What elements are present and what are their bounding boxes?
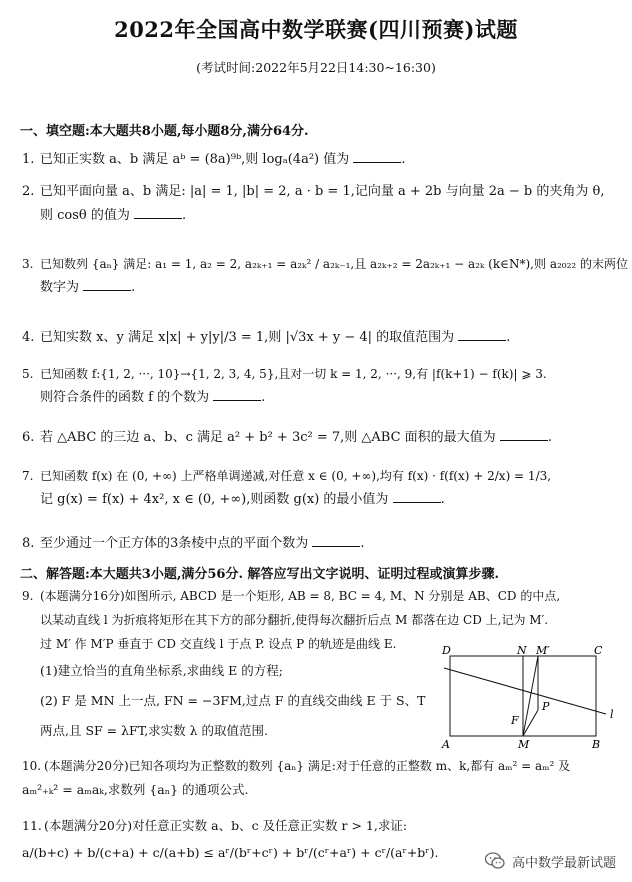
question-number: 2. [22, 184, 35, 199]
answer-blank [500, 428, 548, 441]
label-c: C [594, 644, 603, 657]
exam-time: (考试时间:2022年5月22日14:30~16:30) [196, 60, 436, 75]
question-number: 7. [22, 469, 34, 483]
question-part-2: (2) F 是 MN 上一点, FN = −3FM,过点 F 的直线交曲线 E 于 S、T [40, 693, 426, 708]
label-m: M [518, 738, 530, 751]
question-number: 4. [22, 330, 35, 345]
label-b: B [592, 738, 601, 751]
question-text: (本题满分20分)对任意正实数 a、b、c 及任意正实数 r > 1,求证: [44, 818, 408, 833]
question-text: 数字为 [40, 280, 80, 295]
question-text: (本题满分20分)已知各项均为正整数的数列 {aₙ} 满足:对于任意的正整数 m、k,都有 aₘ² = aₘ² 及 [44, 759, 571, 773]
question-text: 以某动直线 l 为折痕将矩形在其下方的部分翻折,使得每次翻折后点 M 都落在边 CD 上,记为 M′. [40, 613, 549, 627]
question-text: (本题满分16分)如图所示, ABCD 是一个矩形, AB = 8, BC = 4, M、N 分别是 AB、CD 的中点, [40, 589, 561, 603]
question-text: 若 △ABC 的三边 a、b、c 满足 a² + b² + 3c² = 7,则 △ABC 面积的最大值为 [40, 430, 496, 445]
question-text: 已知数列 {aₙ} 满足: a₁ = 1, a₂ = 2, a₂ₖ₊₁ = a₂ₖ² / a₂ₖ₋₁,且 a₂ₖ₊₂ = 2a₂ₖ₊₁ − a₂ₖ (k∈N*),则 a₂₀₂₂ 的末两位 [40, 257, 629, 271]
question-number: 9. [22, 589, 34, 603]
answer-blank [213, 388, 261, 401]
question-number: 10. [22, 759, 42, 773]
question-2: 2. 已知平面向量 a、b 满足: |a| = 1, |b| = 2, a · b = 1,记向量 a + 2b 与向量 2a − b 的夹角为 θ, 则 cosθ 的值为 . [22, 180, 618, 228]
question-text: 至少通过一个正方体的3条棱中点的平面个数为 [40, 536, 309, 551]
question-text: 已知函数 f:{1, 2, ···, 10}→{1, 2, 3, 4, 5},且对一切 k = 1, 2, ···, 9,有 |f(k+1) − f(k)| ⩾ 3. [40, 367, 547, 381]
answer-blank [393, 490, 441, 503]
inequality: a/(b+c) + b/(c+a) + c/(a+b) ≤ aʳ/(bʳ+cʳ) + bʳ/(cʳ+aʳ) + cʳ/(aʳ+bʳ). [22, 845, 439, 860]
page-title: 2022年全国高中数学联赛(四川预赛)试题 [114, 17, 518, 42]
question-text: 已知平面向量 a、b 满足: |a| = 1, |b| = 2, a · b = 1,记向量 a + 2b 与向量 2a − b 的夹角为 θ, [40, 184, 605, 199]
question-6: 6. 若 △ABC 的三边 a、b、c 满足 a² + b² + 3c² = 7,则 △ABC 面积的最大值为 . [22, 426, 618, 450]
watermark-text: 高中数学最新试题 [511, 855, 616, 871]
section-fill-heading: 一、填空题:本大题共8小题,每小题8分,满分64分. [20, 124, 309, 139]
watermark [484, 850, 616, 872]
answer-blank [458, 328, 506, 341]
question-10 [22, 754, 618, 802]
label-n: N [517, 644, 527, 657]
question-text: 已知函数 f(x) 在 (0, +∞) 上严格单调递减,对任意 x ∈ (0, +∞),均有 f(x) · f(f(x) + 2/x) = 1/3, [40, 469, 552, 483]
question-number: 3. [22, 257, 34, 271]
question-5: 5. 已知函数 f:{1, 2, ···, 10}→{1, 2, 3, 4, 5},且对一切 k = 1, 2, ···, 9,有 |f(k+1) − f(k)| ⩾ 3. 则符合条件的函数 f 的个数为 . [22, 362, 618, 410]
wechat-icon [484, 850, 506, 872]
question-1: 1. 已知正实数 a、b 满足 aᵇ = (8a)⁹ᵇ,则 logₐ(4a²) 值为 . [22, 148, 618, 172]
question-number: 1. [22, 152, 35, 167]
question-text: 则 cosθ 的值为 [40, 208, 130, 223]
section-solve-heading: 二、解答题:本大题共3小题,满分56分. 解答应写出文字说明、证明过程或演算步骤. [20, 567, 500, 582]
question-4: 4. 已知实数 x、y 满足 x|x| + y|y|/3 = 1,则 |√3x + y − 4| 的取值范围为 . [22, 326, 618, 350]
fold-line-l [444, 668, 606, 714]
answer-blank [134, 206, 182, 219]
question-7: 7. 已知函数 f(x) 在 (0, +∞) 上严格单调递减,对任意 x ∈ (0, +∞),均有 f(x) · f(f(x) + 2/x) = 1/3, 记 g(x) = f(x) + 4x², x ∈ (0, +∞),则函数 g(x) 的最小值为 . [22, 464, 618, 512]
question-number: 5. [22, 367, 34, 381]
question-text: aₘ²₊ₖ² = aₘaₖ,求数列 {aₙ} 的通项公式. [22, 782, 249, 797]
label-d: D [442, 644, 451, 657]
question-number: 6. [22, 430, 35, 445]
question-part-1: (1)建立恰当的直角坐标系,求曲线 E 的方程; [40, 663, 283, 678]
question-text: 则符合条件的函数 f 的个数为 [40, 390, 210, 405]
question-number: 8. [22, 536, 35, 551]
question-text: 已知正实数 a、b 满足 aᵇ = (8a)⁹ᵇ,则 logₐ(4a²) 值为 [40, 152, 350, 167]
question-text: 过 M′ 作 M′P 垂直于 CD 交直线 l 于点 P. 设点 P 的轨迹是曲线 E. [40, 637, 397, 651]
rectangle-fold-figure [434, 642, 624, 752]
question-3: 3. 已知数列 {aₙ} 满足: a₁ = 1, a₂ = 2, a₂ₖ₊₁ = a₂ₖ² / a₂ₖ₋₁,且 a₂ₖ₊₂ = 2a₂ₖ₊₁ − a₂ₖ (k∈N*),则 a₂₀₂₂ 的末两位 数字为 . [22, 252, 618, 300]
label-f: F [511, 714, 519, 727]
label-p: P [542, 700, 550, 713]
answer-blank [353, 150, 401, 163]
answer-blank [312, 534, 360, 547]
label-m-prime: M′ [536, 644, 550, 657]
question-number: 11. [22, 818, 42, 833]
question-text: 已知实数 x、y 满足 x|x| + y|y|/3 = 1,则 |√3x + y − 4| 的取值范围为 [40, 330, 455, 345]
label-a: A [442, 738, 450, 751]
question-text: 两点,且 SF = λFT,求实数 λ 的取值范围. [40, 723, 269, 738]
question-8: 8. 至少通过一个正方体的3条棱中点的平面个数为 . [22, 532, 618, 556]
label-l: l [610, 708, 614, 721]
answer-blank [83, 278, 131, 291]
question-text: 记 g(x) = f(x) + 4x², x ∈ (0, +∞),则函数 g(x) 的最小值为 [40, 492, 389, 507]
